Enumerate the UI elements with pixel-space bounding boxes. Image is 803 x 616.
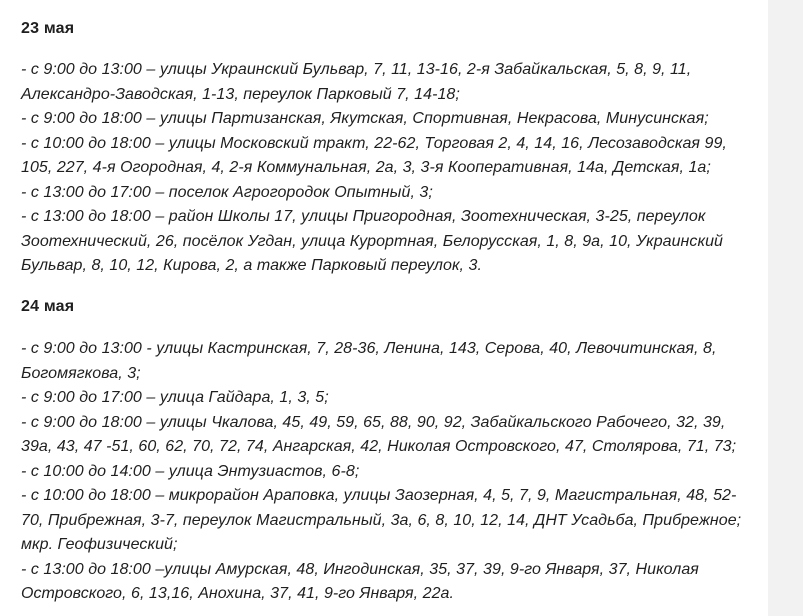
schedule-line: Бульвар, 8, 10, 12, Кирова, 2, а также Парковый переулок, 3.	[21, 257, 482, 274]
schedule-line: - с 10:00 до 14:00 – улица Энтузиастов, 6-8;	[21, 462, 360, 480]
schedule-list-may-23	[21, 58, 761, 279]
date-heading-may-23: 23 мая	[21, 20, 75, 37]
schedule-line: - с 13:00 до 18:00 – район Школы 17, улицы Пригородная, Зоотехническая, 3-25, переулок	[21, 208, 706, 225]
schedule-line: - с 9:00 до 17:00 – улица Гайдара, 1, 3, 5;	[21, 389, 329, 406]
schedule-line: мкр. Геофизический;	[21, 536, 178, 553]
schedule-line: 39а, 43, 47 -51, 60, 62, 70, 72, 74, Ангарская, 42, Николая Островского, 47, Столярова, 71, 73;	[21, 438, 737, 455]
right-margin-panel	[768, 0, 803, 616]
schedule-line: Зоотехнический, 26, посёлок Угдан, улица Курортная, Белорусская, 1, 8, 9а, 10, Украинский	[21, 232, 723, 250]
schedule-line: Александро-Заводская, 1-13, переулок Парковый 7, 14-18;	[21, 85, 460, 103]
schedule-line: Богомягкова, 3;	[21, 364, 141, 382]
schedule-line: - с 10:00 до 18:00 – улицы Московский тракт, 22-62, Торговая 2, 4, 14, 16, Лесозаводская 99,	[21, 134, 727, 152]
schedule-line: - с 9:00 до 13:00 - улицы Кастринская, 7, 28-36, Ленина, 143, Серова, 40, Левочитинская, 8,	[21, 340, 717, 357]
schedule-line: - с 9:00 до 18:00 – улицы Чкалова, 45, 49, 59, 65, 88, 90, 92, Забайкальского Рабочего, 32, 39,	[21, 413, 726, 431]
schedule-line: 70, Прибрежная, 3-7, переулок Магистральный, 3а, 6, 8, 10, 12, 14, ДНТ Усадьба, Прибрежное;	[21, 511, 742, 529]
schedule-line: - с 9:00 до 18:00 – улицы Партизанская, Якутская, Спортивная, Некрасова, Минусинская;	[21, 110, 709, 127]
schedule-line: - с 9:00 до 13:00 – улицы Украинский Бульвар, 7, 11, 13-16, 2-я Забайкальская, 5, 8, 9, 11,	[21, 61, 692, 78]
schedule-line: - с 13:00 до 18:00 –улицы Амурская, 48, Ингодинская, 35, 37, 39, 9-го Января, 37, Николая	[21, 560, 699, 578]
schedule-list-may-24	[21, 337, 761, 607]
schedule-line: 105, 227, 4-я Огородная, 4, 2-я Коммунальная, 2а, 3, 3-я Кооперативная, 14а, Детская, 1а;	[21, 159, 711, 176]
schedule-line: - с 10:00 до 18:00 – микрорайон Араповка, улицы Заозерная, 4, 5, 7, 9, Магистральная, 48, 52-	[21, 487, 737, 504]
schedule-line: - с 13:00 до 17:00 – поселок Агрогородок Опытный, 3;	[21, 183, 433, 201]
schedule-line: Островского, 6, 13,16, Анохина, 37, 41, 9-го Января, 22а.	[21, 585, 454, 602]
date-heading-may-24: 24 мая	[21, 298, 75, 315]
